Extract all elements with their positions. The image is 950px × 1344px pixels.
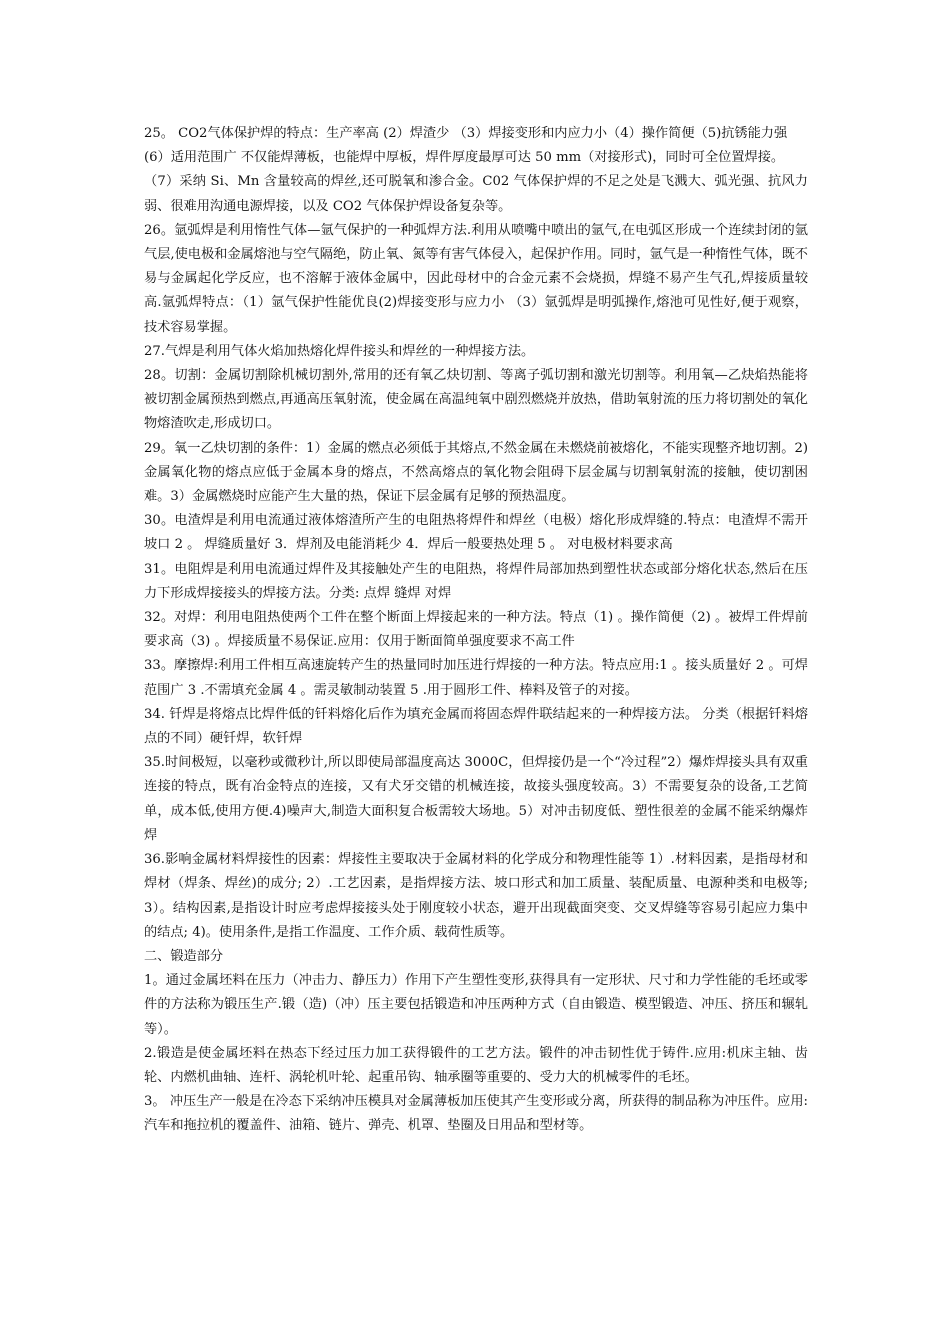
- forging-paragraph-3: 3。 冲压生产一般是在冷态下采纳冲压模具对金属薄板加压使其产生变形或分离，所获得的制品称为冲压件。应用:汽车和拖拉机的覆盖件、油箱、链片、弹壳、机罩、垫圈及日用品和型材等。: [144, 1094, 808, 1134]
- paragraph-29: 29。氧一乙炔切割的条件：1）金属的燃点必须低于其熔点,不然金属在未燃烧前被熔化，不能实现整齐地切割。2)金属氧化物的熔点应低于金属本身的熔点，不然高熔点的氧化物会阻碍下层金属与切割氧射流的接触，使切割困难。3）金属燃烧时应能产生大量的热，保证下层金属有足够的预热温度。: [144, 440, 808, 505]
- paragraph-25: 25。 CO2气体保护焊的特点：生产率高 (2）焊渣少 （3）焊接变形和内应力小（4）操作简便（5)抗锈能力强: [144, 126, 788, 141]
- paragraph-27: 27.气焊是利用气体火焰加热熔化焊件接头和焊丝的一种焊接方法。: [144, 343, 535, 359]
- paragraph-30: 30。电渣焊是利用电流通过液体熔渣所产生的电阻热将焊件和焊丝（电极）熔化形成焊缝的.特点：电渣焊不需开坡口 2 。 焊缝质量好 3．焊剂及电能消耗少 4．焊后一般要热处理 5 。 对电极材料要求高: [144, 513, 808, 553]
- section-heading-forging: 二、锻造部分: [144, 948, 224, 964]
- paragraph-35: 35.时间极短，以毫秒或微秒计,所以即使局部温度高达 3000C，但焊接仍是一个“冷过程”2）爆炸焊接头具有双重连接的特点，既有冶金特点的连接，又有犬牙交错的机械连接，故接头强度较高。3）不需要复杂的设备,工艺简单，成本低,使用方便.4)噪声大,制造大面积复合板需较大场地。5）对冲击韧度低、塑性很差的金属不能采纳爆炸焊: [144, 755, 808, 843]
- paragraph-32: 32。对焊：利用电阻热使两个工件在整个断面上焊接起来的一种方法。特点（1) 。操作简便（2) 。被焊工件焊前要求高（3) 。焊接质量不易保证.应用：仅用于断面简单强度要求不高工件: [144, 610, 808, 650]
- paragraph-36: 36.影响金属材料焊接性的因素：焊接性主要取决于金属材料的化学成分和物理性能等 1）.材料因素，是指母材和焊材（焊条、焊丝)的成分; 2）.工艺因素，是指焊接方法、坡口形式和加工质量、装配质量、电源种类和电极等; 3）。结构因素,是指设计时应考虑焊接接头处于刚度较小状态，避开出现截面突变、交叉焊缝等容易引起应力集中的结点; 4)。使用条件,是指工作温度、工作介质、载荷性质等。: [144, 852, 808, 940]
- forging-paragraph-2: 2.锻造是使金属坯料在热态下经过压力加工获得锻件的工艺方法。锻件的冲击韧性优于铸件.应用:机床主轴、齿轮、内燃机曲轴、连杆、涡轮机叶轮、起重吊钩、轴承圈等重要的、受力大的机械零件的毛坯。: [144, 1045, 808, 1085]
- paragraph-25-item-7: （7）采纳 Si、Mn 含量较高的焊丝,还可脱氧和渗合金。C02 气体保护焊的不足之处是飞溅大、弧光强、抗风力弱、很难用沟通电源焊接，以及 CO2 气体保护焊设备复杂等。: [144, 174, 808, 214]
- paragraph-25-item-6: (6）适用范围广 不仅能焊薄板，也能焊中厚板，焊件厚度最厚可达 50 mm（对接形式)，同时可全位置焊接。: [144, 150, 785, 166]
- paragraph-26: 26。氩弧焊是利用惰性气体—氩气保护的一种弧焊方法.利用从喷嘴中喷出的氩气,在电弧区形成一个连续封闭的氩气层,使电极和金属熔池与空气隔绝，防止氧、氮等有害气体侵入，起保护作用。同时，氩气是一种惰性气体，既不易与金属起化学反应，也不溶解于液体金属中，因此母材中的合金元素不会烧损，焊缝不易产生气孔,焊接质量较高.氩弧焊特点：（1）氩气保护性能优良(2)焊接变形与应力小 （3）氩弧焊是明弧操作,熔池可见性好,便于观察，技术容易掌握。: [144, 222, 808, 335]
- paragraph-34: 34. 钎焊是将熔点比焊件低的钎料熔化后作为填充金属而将固态焊件联结起来的一种焊接方法。 分类（根据钎料熔点的不同）硬钎焊，软钎焊: [144, 706, 808, 747]
- paragraph-28: 28。切割：金属切割除机械切割外,常用的还有氧乙炔切割、等离子弧切割和激光切割等。利用氧—乙炔焰热能将被切割金属预热到燃点,再通高压氧射流，使金属在高温纯氧中剧烈燃烧并放热，借助氧射流的压力将切割处的氧化物熔渣吹走,形成切口。: [144, 368, 808, 432]
- forging-paragraph-1: 1。通过金属坯料在压力（冲击力、静压力）作用下产生塑性变形,获得具有一定形状、尺寸和力学性能的毛坯或零件的方法称为锻压生产.锻（造)（冲）压主要包括锻造和冲压两种方式（自由锻造、模型锻造、冲压、挤压和辗轧等）。: [144, 973, 808, 1037]
- paragraph-31: 31。电阻焊是利用电流通过焊件及其接触处产生的电阻热，将焊件局部加热到塑性状态或部分熔化状态,然后在压力下形成焊接接头的焊接方法。分类: 点焊 缝焊 对焊: [144, 561, 808, 601]
- document-page: [144, 122, 808, 1139]
- paragraph-33: 33。摩擦焊:利用工件相互高速旋转产生的热量同时加压进行焊接的一种方法。特点应用:1 。接头质量好 2 。可焊范围广 3 .不需填充金属 4 。需灵敏制动装置 5 .用于圆形工件、棒料及管子的对接。: [144, 658, 808, 698]
